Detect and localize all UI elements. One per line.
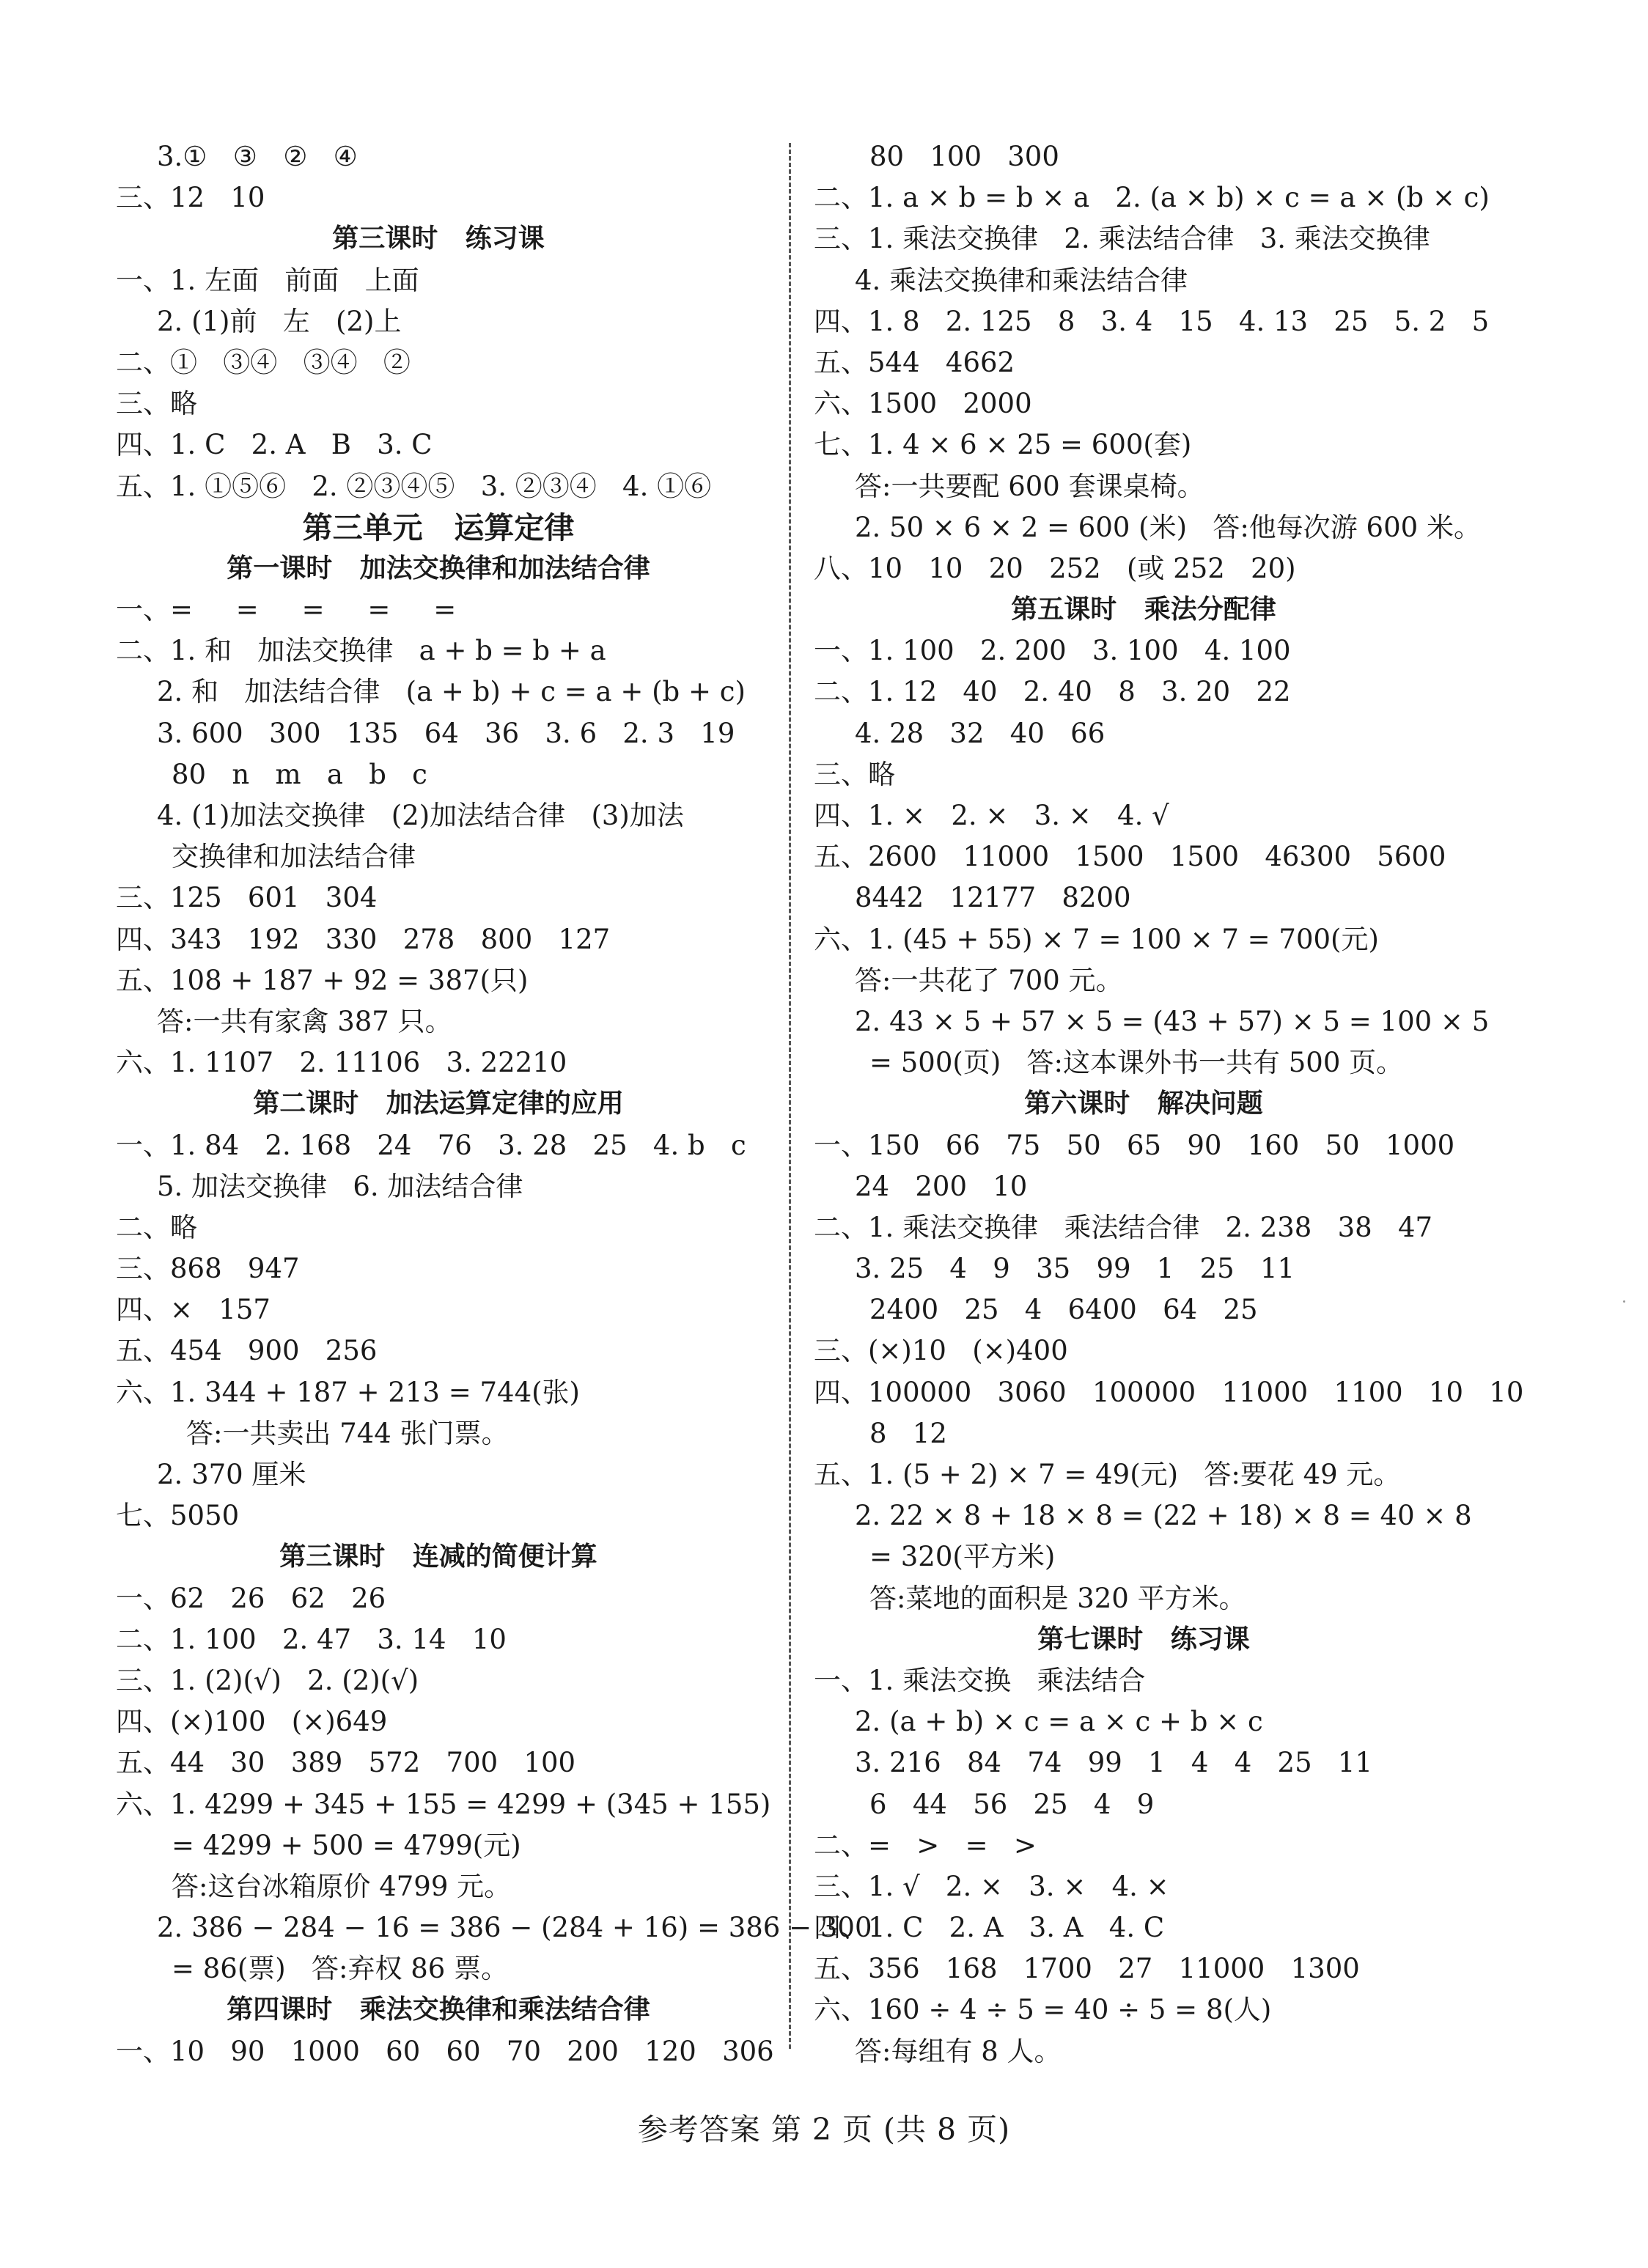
answer-line: 3. 25 4 9 35 99 1 25 11: [855, 1253, 1295, 1285]
answer-line: 2. 和 加法结合律 (a + b) + c = a + (b + c): [157, 676, 746, 708]
answer-line: 一、1. 乘法交换 乘法结合: [814, 1664, 1146, 1696]
answer-line: 七、1. 4 × 6 × 25 = 600(套): [814, 429, 1192, 461]
answer-line: 二、略: [116, 1211, 197, 1243]
answer-line: = 320(平方米): [869, 1541, 1056, 1573]
right-column: [814, 136, 1524, 2072]
answer-line: 六、1. 4299 + 345 + 155 = 4299 + (345 + 155): [116, 1788, 771, 1820]
answer-line: 答:这台冰箱原价 4799 元。: [172, 1870, 512, 1902]
answer-line: 一、62 26 62 26: [116, 1582, 386, 1614]
answer-line: 三、12 10: [116, 182, 265, 214]
section-heading: 第五课时 乘法分配律: [1011, 594, 1276, 625]
answer-line: 五、1. (5 + 2) × 7 = 49(元) 答:要花 49 元。: [814, 1459, 1401, 1490]
answer-line: 5. 加法交换律 6. 加法结合律: [157, 1170, 523, 1202]
answer-line: 三、(×)10 (×)400: [814, 1335, 1068, 1367]
answer-line: 五、1. ①⑤⑥ 2. ②③④⑤ 3. ②③④ 4. ①⑥: [116, 470, 712, 502]
answer-line: 答:菜地的面积是 320 平方米。: [869, 1582, 1246, 1614]
scan-speck: [1623, 1300, 1625, 1303]
answer-line: 一、1. 左面 前面 上面: [116, 264, 419, 296]
page-footer: 参考答案 第 2 页 (共 8 页): [637, 2112, 1011, 2147]
answer-line: 答:每组有 8 人。: [855, 2035, 1062, 2067]
answer-line: 答:一共有家禽 387 只。: [157, 1005, 452, 1037]
answer-line: 二、① ③④ ③④ ②: [116, 346, 411, 378]
answer-line: 六、1. (45 + 55) × 7 = 100 × 7 = 700(元): [814, 923, 1379, 955]
column-divider: [789, 143, 791, 2049]
answer-line: 交换律和加法结合律: [172, 841, 416, 873]
answer-line: = 86(票) 答:弃权 86 票。: [172, 1953, 509, 1985]
answer-line: 2. 386 − 284 − 16 = 386 − (284 + 16) = 386 − 300: [157, 1912, 872, 1944]
answer-line: 七、5050: [116, 1500, 240, 1532]
answer-line: 6 44 56 25 4 9: [869, 1788, 1155, 1820]
answer-line: 2. 22 × 8 + 18 × 8 = (22 + 18) × 8 = 40 × 8: [855, 1500, 1472, 1532]
answer-line: 五、44 30 389 572 700 100: [116, 1747, 576, 1779]
answer-line: 五、2600 11000 1500 1500 46300 5600: [814, 841, 1446, 873]
answer-line: 四、(×)100 (×)649: [116, 1706, 388, 1738]
answer-line: 六、1500 2000: [814, 388, 1032, 420]
answer-line: 二、1. 和 加法交换律 a + b = b + a: [116, 635, 606, 667]
answer-line: 2. 370 厘米: [157, 1459, 306, 1490]
section-heading: 第六课时 解决问题: [1024, 1089, 1263, 1119]
section-heading: 第七课时 练习课: [1037, 1624, 1250, 1654]
answer-line: 一、1. 100 2. 200 3. 100 4. 100: [814, 635, 1291, 667]
answer-line: 24 200 10: [855, 1170, 1028, 1202]
answer-line: 二、1. 12 40 2. 40 8 3. 20 22: [814, 676, 1291, 708]
answer-line: 四、1. C 2. A 3. A 4. C: [814, 1912, 1165, 1944]
answer-line: 四、1. 8 2. 125 8 3. 4 15 4. 13 25 5. 2 5: [814, 305, 1490, 337]
section-heading: 第三课时 练习课: [332, 224, 545, 254]
answer-line: 二、1. 100 2. 47 3. 14 10: [116, 1623, 507, 1655]
answer-line: = 500(页) 答:这本课外书一共有 500 页。: [869, 1047, 1404, 1079]
answer-line: 8442 12177 8200: [855, 882, 1131, 914]
answer-line: 3. 216 84 74 99 1 4 4 25 11: [855, 1747, 1372, 1779]
answer-line: 三、略: [116, 388, 197, 420]
answer-line: 一、150 66 75 50 65 90 160 50 1000: [814, 1129, 1455, 1161]
answer-line: = 4299 + 500 = 4799(元): [172, 1829, 521, 1861]
answer-line: 答:一共要配 600 套课桌椅。: [855, 470, 1204, 502]
answer-line: 3. 600 300 135 64 36 3. 6 2. 3 19: [157, 717, 735, 749]
answer-line: 3.① ③ ② ④: [157, 141, 358, 172]
answer-line: 80 n m a b c: [172, 758, 427, 790]
answer-line: 三、1. 乘法交换律 2. 乘法结合律 3. 乘法交换律: [814, 223, 1430, 255]
answer-line: 2. 50 × 6 × 2 = 600 (米) 答:他每次游 600 米。: [855, 511, 1481, 543]
answer-line: 三、868 947: [116, 1253, 300, 1285]
answer-line: 4. (1)加法交换律 (2)加法结合律 (3)加法: [157, 800, 684, 831]
answer-line: 4. 28 32 40 66: [855, 717, 1106, 749]
answer-line: 二、1. 乘法交换律 乘法结合律 2. 238 38 47: [814, 1211, 1433, 1243]
left-column: [116, 136, 872, 2072]
answer-line: 8 12: [869, 1417, 947, 1449]
answer-line: 六、160 ÷ 4 ÷ 5 = 40 ÷ 5 = 8(人): [814, 1994, 1272, 2026]
answer-line: 一、= = = = =: [116, 594, 457, 626]
answer-line: 三、略: [814, 758, 895, 790]
answer-line: 五、454 900 256: [116, 1335, 378, 1367]
section-heading: 第四课时 乘法交换律和乘法结合律: [227, 1995, 650, 2025]
answer-line: 六、1. 344 + 187 + 213 = 744(张): [116, 1376, 580, 1408]
answer-line: 五、108 + 187 + 92 = 387(只): [116, 964, 529, 996]
section-heading: 第二课时 加法运算定律的应用: [253, 1089, 624, 1119]
answer-line: 一、1. 84 2. 168 24 76 3. 28 25 4. b c: [116, 1129, 746, 1161]
section-heading: 第三课时 连减的简便计算: [279, 1542, 597, 1572]
answer-line: 三、1. (2)(√) 2. (2)(√): [116, 1664, 419, 1696]
section-heading: 第三单元 运算定律: [302, 509, 575, 545]
answer-line: 四、100000 3060 100000 11000 1100 10 10: [814, 1376, 1524, 1408]
answer-line: 答:一共卖出 744 张门票。: [186, 1417, 509, 1449]
section-heading: 第一课时 加法交换律和加法结合律: [227, 553, 650, 583]
answer-line: 四、1. × 2. × 3. × 4. √: [814, 800, 1169, 831]
answer-line: 答:一共花了 700 元。: [855, 964, 1123, 996]
answer-line: 4. 乘法交换律和乘法结合律: [855, 264, 1188, 296]
answer-line: 八、10 10 20 252 (或 252 20): [814, 552, 1296, 584]
answer-line: 三、1. √ 2. × 3. × 4. ×: [814, 1870, 1169, 1902]
answer-line: 四、343 192 330 278 800 127: [116, 923, 611, 955]
answer-line: 一、10 90 1000 60 60 70 200 120 306: [116, 2035, 774, 2067]
answer-line: 二、1. a × b = b × a 2. (a × b) × c = a × (b × c): [814, 182, 1490, 214]
answer-line: 2. (1)前 左 (2)上: [157, 305, 402, 337]
answer-line: 2. 43 × 5 + 57 × 5 = (43 + 57) × 5 = 100 × 5: [855, 1005, 1490, 1037]
answer-line: 五、356 168 1700 27 11000 1300: [814, 1953, 1360, 1985]
answer-line: 2. (a + b) × c = a × c + b × c: [855, 1706, 1263, 1738]
answer-line: 五、544 4662: [814, 346, 1015, 378]
answer-line: 三、125 601 304: [116, 882, 378, 914]
answer-line: 2400 25 4 6400 64 25: [869, 1294, 1258, 1326]
answer-line: 六、1. 1107 2. 11106 3. 22210: [116, 1047, 567, 1079]
answer-line: 二、= > = >: [814, 1829, 1037, 1861]
answer-line: 四、1. C 2. A B 3. C: [116, 429, 433, 461]
answer-line: 80 100 300: [869, 141, 1059, 172]
answer-line: 四、× 157: [116, 1294, 271, 1326]
